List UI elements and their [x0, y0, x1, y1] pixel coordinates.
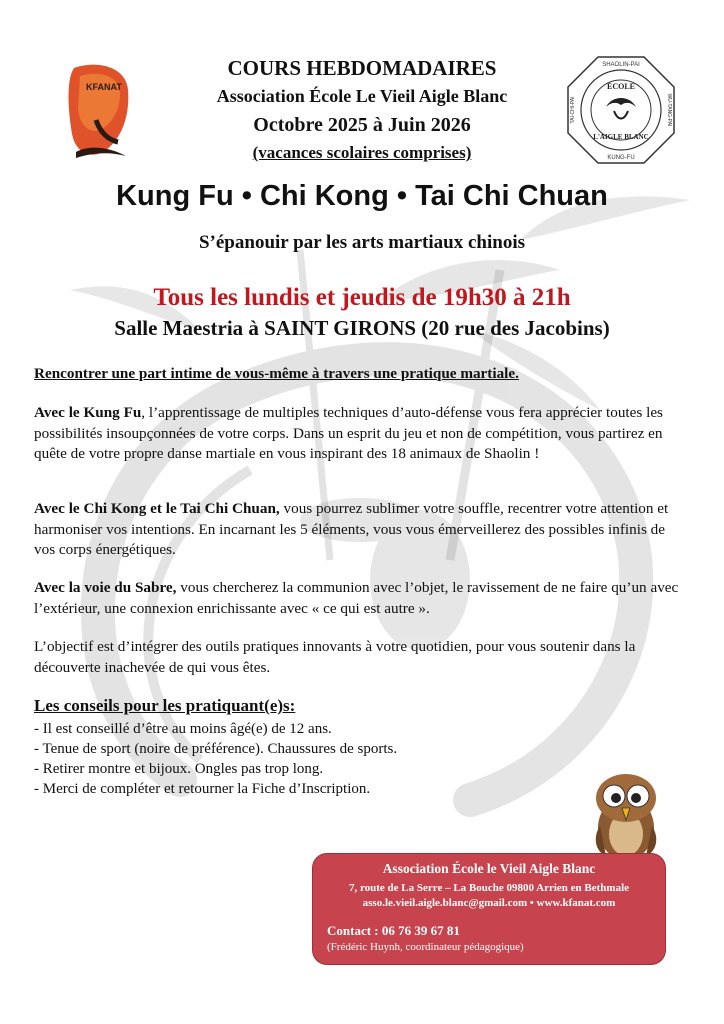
list-item: - Retirer montre et bijoux. Ongles pas trop long. [34, 761, 324, 777]
paragraph-lead: Avec le Chi Kong et le Tai Chi Chuan, [34, 500, 280, 517]
header-association: Association École Le Vieil Aigle Blanc [216, 86, 508, 106]
contact-coordinator: (Frédéric Huynh, coordinateur pédagogique) [327, 941, 524, 953]
paragraph-text: , l’apprentissage de multiples techniques d’auto-défense vous fera apprécier toutes les possibilités insoupçonnées de votre corps. Dans un esprit du jeu et non de compétition, vous partirez en quête de votre propre danse martiale en vous inspirant des 18 animaux de Shaolin ! [34, 404, 663, 462]
disciplines-title: Kung Fu • Chi Kong • Tai Chi Chuan [116, 180, 608, 212]
seal-center-top: ÉCOLE [606, 82, 636, 91]
owl-mascot-icon [586, 768, 666, 864]
kfanat-logo [66, 60, 136, 170]
list-item: - Tenue de sport (noire de préférence). Chaussures de sports. [34, 741, 398, 757]
contact-phone: Contact : 06 76 39 67 81 [327, 923, 460, 938]
paragraph-chi-kong [34, 499, 684, 561]
paragraph-text: vous pourrez sublimer votre souffle, recentrer votre attention et harmoniser vos intentions. En incarnant les 5 éléments, vous vous émerveillerez des possibles infinis de vos corps énergétiques. [34, 500, 669, 558]
seal-center-bottom: L'AIGLE BLANC [593, 133, 649, 141]
paragraph-lead: Avec le Kung Fu [34, 404, 142, 421]
list-item: - Merci de compléter et retourner la Fiche d’Inscription. [34, 781, 371, 797]
tagline: S’épanouir par les arts martiaux chinois [198, 232, 525, 253]
header-season: Octobre 2025 à Juin 2026 [253, 114, 471, 136]
logo-text: KFANAT [86, 82, 122, 92]
seal-ring-top: SHAOLIN-PAI [602, 62, 640, 68]
contact-address: 7, route de La Serre – La Bouche 09800 Arrien en Bethmale [348, 882, 630, 894]
list-item: - Il est conseillé d’être au moins âgé(e) de 12 ans. [34, 721, 332, 737]
contact-box [313, 854, 665, 964]
advice-title: Les conseils pour les pratiquant(e)s: [34, 696, 296, 715]
paragraph-text: vous chercherez la communion avec l’objet, le ravissement de ne faire qu’un avec l’extérieur, une connexion enrichissante avec « ce qui est autre ». [34, 579, 679, 617]
paragraph-sabre [34, 578, 684, 619]
contact-web[interactable]: asso.le.vieil.aigle.blanc@gmail.com • www.kfanat.com [362, 897, 616, 909]
venue: Salle Maestria à SAINT GIRONS (20 rue des Jacobins) [114, 316, 610, 340]
header-vacation-note: (vacances scolaires comprises) [252, 143, 472, 162]
contact-association: Association École le Vieil Aigle Blanc [382, 861, 596, 876]
seal-ring-right: WU-TANG-PAI [666, 93, 672, 127]
intro-line: Rencontrer une part intime de vous-même à travers une pratique martiale. [34, 365, 519, 382]
paragraph-objective: L’objectif est d’intégrer des outils pratiques innovants à votre quotidien, pour vous soutenir dans la découverte inachevée de qui vous êtes. [34, 638, 636, 676]
schedule: Tous les lundis et jeudis de 19h30 à 21h [153, 284, 571, 311]
seal-ring-left: TAI-CHI-PAI [570, 96, 576, 124]
seal-ring-bottom: KUNG-FU [607, 155, 635, 161]
paragraph-kung-fu [34, 403, 684, 465]
header-title: COURS HEBDOMADAIRES [227, 56, 497, 80]
paragraph-lead: Avec la voie du Sabre, [34, 579, 177, 596]
advice-list [34, 719, 397, 799]
